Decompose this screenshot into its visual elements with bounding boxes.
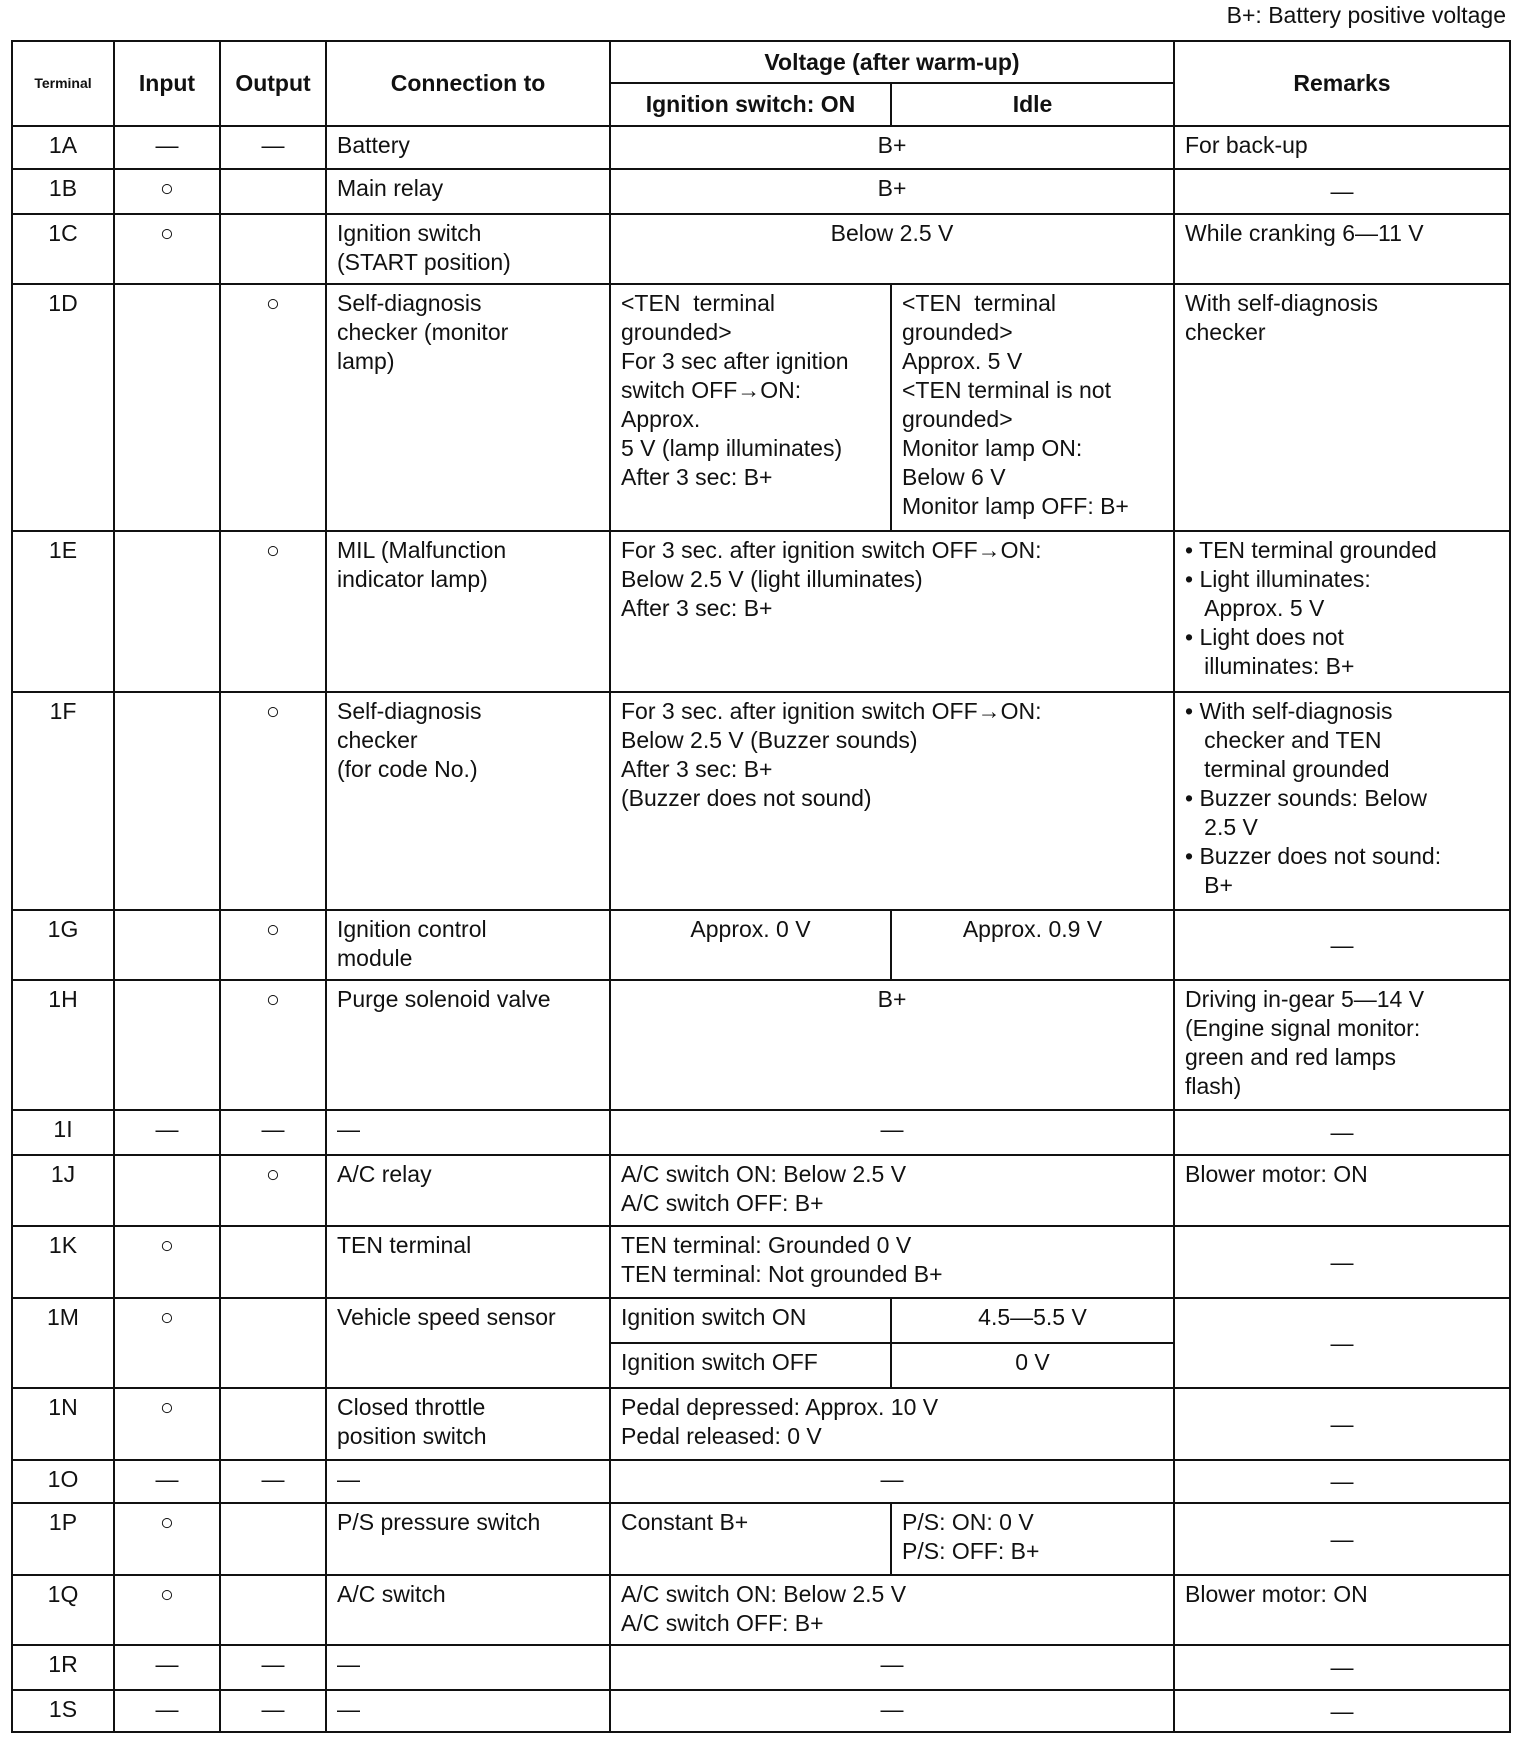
- terminal-cell: 1M: [12, 1298, 114, 1388]
- header-connection: Connection to: [326, 41, 610, 126]
- voltage-idle: <TEN terminal grounded> Approx. 5 V <TEN terminal is not grounded> Monitor lamp ON: Below 6 V Monitor lamp OFF: B+: [891, 284, 1174, 531]
- terminal-cell: 1J: [12, 1155, 114, 1226]
- terminal-cell: 1Q: [12, 1575, 114, 1645]
- voltage-cell: B+: [610, 169, 1174, 214]
- terminal-cell: 1A: [12, 126, 114, 169]
- remarks-cell: —: [1174, 1110, 1510, 1155]
- header-input: Input: [114, 41, 220, 126]
- remarks-cell: Blower motor: ON: [1174, 1155, 1510, 1226]
- output-mark: [220, 1226, 326, 1298]
- voltage-cell: TEN terminal: Grounded 0 V TEN terminal: Not grounded B+: [610, 1226, 1174, 1298]
- output-mark: [220, 214, 326, 284]
- terminal-cell: 1N: [12, 1388, 114, 1460]
- input-mark: [114, 910, 220, 980]
- connection-cell: Self-diagnosis checker (for code No.): [326, 692, 610, 910]
- table-row: [12, 1298, 1510, 1343]
- terminal-cell: 1C: [12, 214, 114, 284]
- input-mark: [114, 531, 220, 692]
- output-mark: —: [220, 1690, 326, 1732]
- connection-cell: —: [326, 1460, 610, 1503]
- remarks-cell: —: [1174, 1690, 1510, 1732]
- table-row: [12, 1503, 1510, 1575]
- table-row: [12, 1155, 1510, 1226]
- connection-cell: MIL (Malfunction indicator lamp): [326, 531, 610, 692]
- connection-cell: Self-diagnosis checker (monitor lamp): [326, 284, 610, 531]
- terminal-cell: 1G: [12, 910, 114, 980]
- connection-cell: P/S pressure switch: [326, 1503, 610, 1575]
- remarks-cell: With self-diagnosis checker: [1174, 284, 1510, 531]
- voltage-value: 0 V: [891, 1343, 1174, 1388]
- voltage-cell: Pedal depressed: Approx. 10 V Pedal released: 0 V: [610, 1388, 1174, 1460]
- header-idle: Idle: [891, 83, 1174, 126]
- remarks-cell: • With self-diagnosis checker and TEN terminal grounded • Buzzer sounds: Below 2.5 V • Buzzer does not sound: B+: [1174, 692, 1510, 910]
- table-row: [12, 1388, 1510, 1460]
- voltage-ignition-on: Constant B+: [610, 1503, 891, 1575]
- output-mark: [220, 169, 326, 214]
- terminal-voltage-table: [11, 40, 1511, 1733]
- remarks-cell: —: [1174, 1460, 1510, 1503]
- voltage-cell: B+: [610, 980, 1174, 1110]
- voltage-cell: —: [610, 1645, 1174, 1690]
- connection-cell: Battery: [326, 126, 610, 169]
- remarks-cell: For back-up: [1174, 126, 1510, 169]
- input-mark: ○: [114, 169, 220, 214]
- connection-cell: Ignition switch (START position): [326, 214, 610, 284]
- table-row: [12, 1460, 1510, 1503]
- input-mark: ○: [114, 214, 220, 284]
- remarks-cell: —: [1174, 1645, 1510, 1690]
- output-mark: [220, 1298, 326, 1388]
- terminal-cell: 1P: [12, 1503, 114, 1575]
- connection-cell: Main relay: [326, 169, 610, 214]
- remarks-cell: —: [1174, 1226, 1510, 1298]
- connection-cell: Purge solenoid valve: [326, 980, 610, 1110]
- voltage-idle: P/S: ON: 0 V P/S: OFF: B+: [891, 1503, 1174, 1575]
- table-row: [12, 1690, 1510, 1732]
- voltage-cell: —: [610, 1110, 1174, 1155]
- terminal-cell: 1H: [12, 980, 114, 1110]
- voltage-cell: —: [610, 1460, 1174, 1503]
- input-mark: ○: [114, 1298, 220, 1388]
- table-row: [12, 1645, 1510, 1690]
- table-row: [12, 1226, 1510, 1298]
- input-mark: ○: [114, 1388, 220, 1460]
- remarks-cell: —: [1174, 1388, 1510, 1460]
- header-output: Output: [220, 41, 326, 126]
- table-row: [12, 531, 1510, 692]
- connection-cell: —: [326, 1690, 610, 1732]
- output-mark: ○: [220, 1155, 326, 1226]
- terminal-cell: 1O: [12, 1460, 114, 1503]
- remarks-cell: —: [1174, 910, 1510, 980]
- remarks-cell: Driving in-gear 5—14 V (Engine signal monitor: green and red lamps flash): [1174, 980, 1510, 1110]
- remarks-cell: —: [1174, 169, 1510, 214]
- terminal-cell: 1F: [12, 692, 114, 910]
- remarks-cell: • TEN terminal grounded • Light illuminates: Approx. 5 V • Light does not illuminates: B+: [1174, 531, 1510, 692]
- terminal-cell: 1E: [12, 531, 114, 692]
- input-mark: —: [114, 1460, 220, 1503]
- voltage-cell: A/C switch ON: Below 2.5 V A/C switch OFF: B+: [610, 1575, 1174, 1645]
- condition-cell: Ignition switch OFF: [610, 1343, 891, 1388]
- input-mark: —: [114, 1690, 220, 1732]
- connection-cell: —: [326, 1110, 610, 1155]
- input-mark: ○: [114, 1575, 220, 1645]
- output-mark: ○: [220, 531, 326, 692]
- remarks-cell: —: [1174, 1503, 1510, 1575]
- voltage-value: 4.5—5.5 V: [891, 1298, 1174, 1343]
- voltage-cell: A/C switch ON: Below 2.5 V A/C switch OFF: B+: [610, 1155, 1174, 1226]
- remarks-cell: While cranking 6—11 V: [1174, 214, 1510, 284]
- header-ignition-on: Ignition switch: ON: [610, 83, 891, 126]
- connection-cell: Vehicle speed sensor: [326, 1298, 610, 1388]
- output-mark: ○: [220, 692, 326, 910]
- table-row: [12, 284, 1510, 531]
- voltage-ignition-on: Approx. 0 V: [610, 910, 891, 980]
- voltage-cell: B+: [610, 126, 1174, 169]
- connection-cell: A/C switch: [326, 1575, 610, 1645]
- output-mark: [220, 1503, 326, 1575]
- table-row: [12, 126, 1510, 169]
- voltage-idle: Approx. 0.9 V: [891, 910, 1174, 980]
- input-mark: —: [114, 1645, 220, 1690]
- input-mark: —: [114, 126, 220, 169]
- table-row: [12, 1575, 1510, 1645]
- connection-cell: A/C relay: [326, 1155, 610, 1226]
- output-mark: ○: [220, 980, 326, 1110]
- output-mark: ○: [220, 910, 326, 980]
- table-row: [12, 910, 1510, 980]
- table-row: [12, 214, 1510, 284]
- legend-note: B+: Battery positive voltage: [1226, 2, 1506, 28]
- remarks-cell: —: [1174, 1298, 1510, 1388]
- terminal-cell: 1B: [12, 169, 114, 214]
- output-mark: —: [220, 1110, 326, 1155]
- connection-cell: —: [326, 1645, 610, 1690]
- input-mark: [114, 980, 220, 1110]
- input-mark: [114, 284, 220, 531]
- input-mark: ○: [114, 1226, 220, 1298]
- condition-cell: Ignition switch ON: [610, 1298, 891, 1343]
- terminal-cell: 1S: [12, 1690, 114, 1732]
- output-mark: —: [220, 126, 326, 169]
- output-mark: —: [220, 1645, 326, 1690]
- output-mark: ○: [220, 284, 326, 531]
- voltage-cell: Below 2.5 V: [610, 214, 1174, 284]
- header-remarks: Remarks: [1174, 41, 1510, 126]
- voltage-cell: For 3 sec. after ignition switch OFF→ON: Below 2.5 V (Buzzer sounds) After 3 sec: B+ (Buzzer does not sound): [610, 692, 1174, 910]
- remarks-cell: Blower motor: ON: [1174, 1575, 1510, 1645]
- table-row: [12, 692, 1510, 910]
- input-mark: ○: [114, 1503, 220, 1575]
- input-mark: —: [114, 1110, 220, 1155]
- voltage-cell: —: [610, 1690, 1174, 1732]
- table-row: [12, 169, 1510, 214]
- header-terminal: Terminal: [12, 41, 114, 126]
- voltage-ignition-on: <TEN terminal grounded> For 3 sec after ignition switch OFF→ON: Approx. 5 V (lamp illuminates) After 3 sec: B+: [610, 284, 891, 531]
- header-voltage: Voltage (after warm-up): [610, 41, 1174, 83]
- output-mark: [220, 1575, 326, 1645]
- connection-cell: Ignition control module: [326, 910, 610, 980]
- terminal-cell: 1R: [12, 1645, 114, 1690]
- connection-cell: TEN terminal: [326, 1226, 610, 1298]
- voltage-cell: For 3 sec. after ignition switch OFF→ON: Below 2.5 V (light illuminates) After 3 sec: B+: [610, 531, 1174, 692]
- terminal-cell: 1K: [12, 1226, 114, 1298]
- output-mark: [220, 1388, 326, 1460]
- input-mark: [114, 1155, 220, 1226]
- table-row: [12, 1110, 1510, 1155]
- output-mark: —: [220, 1460, 326, 1503]
- table-row: [12, 980, 1510, 1110]
- input-mark: [114, 692, 220, 910]
- terminal-cell: 1D: [12, 284, 114, 531]
- terminal-cell: 1I: [12, 1110, 114, 1155]
- connection-cell: Closed throttle position switch: [326, 1388, 610, 1460]
